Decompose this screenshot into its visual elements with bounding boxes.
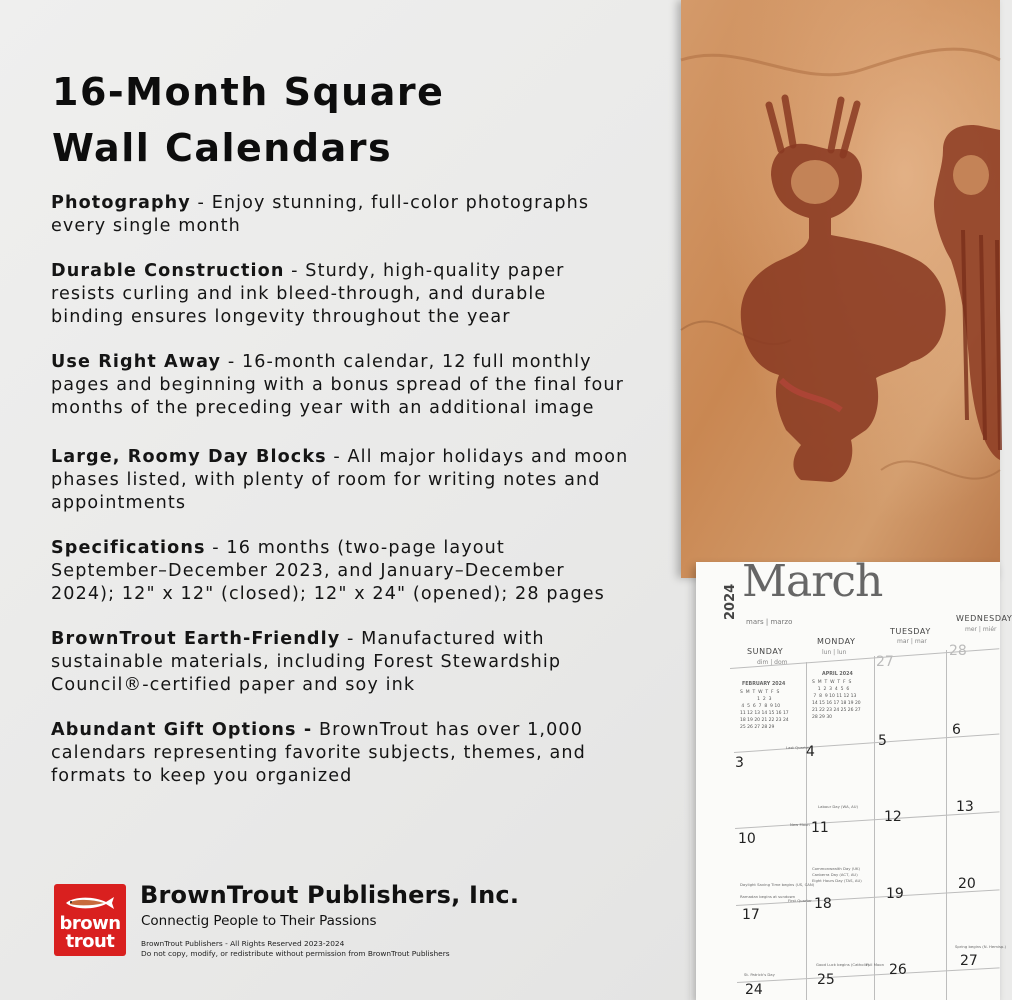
feature-gift-options: Abundant Gift Options - BrownTrout has over 1,000 calendars representing favorite subjects, themes, and formats to keep you organized	[51, 720, 586, 786]
date-prev-28: 28	[949, 643, 967, 659]
day-header-sunday: SUNDAY	[747, 647, 784, 656]
company-name: BrownTrout Publishers, Inc.	[140, 881, 520, 909]
note-dst: Daylight Saving Time begins (US, CAN)	[740, 882, 815, 887]
day-header-tuesday: TUESDAY	[890, 627, 931, 636]
calendar-page	[696, 562, 1000, 1000]
date-18: 18	[814, 896, 832, 912]
note-st-patricks: St. Patrick's Day	[744, 972, 775, 977]
feature-earth-friendly: BrownTrout Earth-Friendly - Manufactured with sustainable materials, including Forest Stewardship Council®-certified paper and soy ink	[51, 629, 562, 695]
feature-list	[51, 192, 631, 810]
browntrout-logo	[54, 884, 126, 956]
note-new-moon: New Moon	[790, 822, 810, 827]
company-tagline: Connectig People to Their Passions	[141, 913, 377, 929]
calendar-month: March	[742, 556, 883, 607]
mini-cal-apr-title: APRIL 2024	[822, 672, 853, 677]
day-sub-sunday: dim | dom	[757, 659, 788, 666]
note-easter: Good Luck begins (Catholic)	[816, 962, 870, 967]
date-24: 24	[745, 982, 763, 998]
day-sub-tuesday: mar | mar	[897, 638, 927, 645]
note-canberra: Canberra Day (ACT, AU)	[812, 872, 858, 877]
feature-durable-construction: Durable Construction - Sturdy, high-quality paper resists curling and ink bleed-through, and durable binding ensures longevity throughout the year	[51, 261, 565, 327]
date-17: 17	[742, 907, 760, 923]
logo-text-trout: trout	[65, 931, 115, 952]
note-ramadan: Ramadan begins at sundown	[740, 894, 796, 899]
feature-photography: Photography - Enjoy stunning, full-color photographs every single month	[51, 193, 590, 236]
note-spring: Spring begins (N. Hemisp.)	[955, 944, 1007, 949]
day-header-wednesday: WEDNESDAY	[956, 614, 1012, 623]
mini-cal-apr: S M T W T F S 1 2 3 4 5 6 7 8 9 10 11 12 13 14 15 16 17 18 19 20 21 22 23 24 25 26 27 28 29 30	[812, 680, 861, 720]
calendar-year: 2024	[723, 583, 738, 620]
day-sub-wednesday: mer | miér	[965, 626, 997, 633]
feature-use-right-away: Use Right Away - 16-month calendar, 12 full monthly pages and beginning with a bonus spread of the final four months of the preceding year with an additional image	[51, 352, 624, 418]
date-3: 3	[735, 755, 744, 771]
note-last-quarter: Last Quarter	[786, 745, 810, 750]
note-full-moon: Full Moon	[866, 962, 885, 967]
trout-icon	[64, 895, 116, 911]
date-26: 26	[889, 962, 907, 978]
note-first-quarter: First Quarter	[788, 898, 812, 903]
date-12: 12	[884, 809, 902, 825]
date-25: 25	[817, 972, 835, 988]
day-header-monday: MONDAY	[817, 637, 856, 646]
date-5: 5	[878, 733, 887, 749]
mini-cal-feb-title: FEBRUARY 2024	[742, 682, 786, 687]
title-line-2: Wall Calendars	[52, 126, 393, 170]
day-sub-monday: lun | lun	[822, 649, 847, 656]
date-27: 27	[960, 953, 978, 969]
title-line-1: 16-Month Square	[52, 70, 445, 114]
date-10: 10	[738, 831, 756, 847]
copyright-notice: BrownTrout Publishers - All Rights Reserved 2023-2024 Do not copy, modify, or redistribute without permission from BrownTrout Publishers	[141, 939, 450, 958]
date-13: 13	[956, 799, 974, 815]
grid-line	[806, 662, 807, 1000]
note-labour-day: Labour Day (WA, AU)	[818, 804, 858, 809]
note-eight-hours: Eight Hours Day (TAS, AU)	[812, 878, 862, 883]
logo-text-brown: brown	[59, 913, 121, 934]
grid-line	[946, 650, 947, 1000]
date-19: 19	[886, 886, 904, 902]
date-20: 20	[958, 876, 976, 892]
date-6: 6	[952, 722, 961, 738]
feature-day-blocks: Large, Roomy Day Blocks - All major holidays and moon phases listed, with plenty of room for writing notes and appointments	[51, 447, 629, 513]
calendar-month-subtitle: mars | marzo	[746, 618, 793, 626]
date-prev-27: 27	[876, 654, 894, 670]
mini-cal-feb: S M T W T F S 1 2 3 4 5 6 7 8 9 10 11 12 13 14 15 16 17 18 19 20 21 22 23 24 25 26 27 28 29	[740, 690, 789, 730]
feature-specifications: Specifications - 16 months (two-page layout September–December 2023, and January–December 2024); 12" x 12" (closed); 12" x 24" (opened); 28 pages	[51, 538, 605, 604]
grid-line	[874, 656, 875, 1000]
note-commonwealth: Commonwealth Day (UK)	[812, 866, 860, 871]
rock-art-image	[681, 0, 1000, 578]
date-11: 11	[811, 820, 829, 836]
date-4: 4	[806, 744, 815, 760]
page-title	[52, 64, 444, 176]
calendar-photo	[681, 0, 1000, 578]
